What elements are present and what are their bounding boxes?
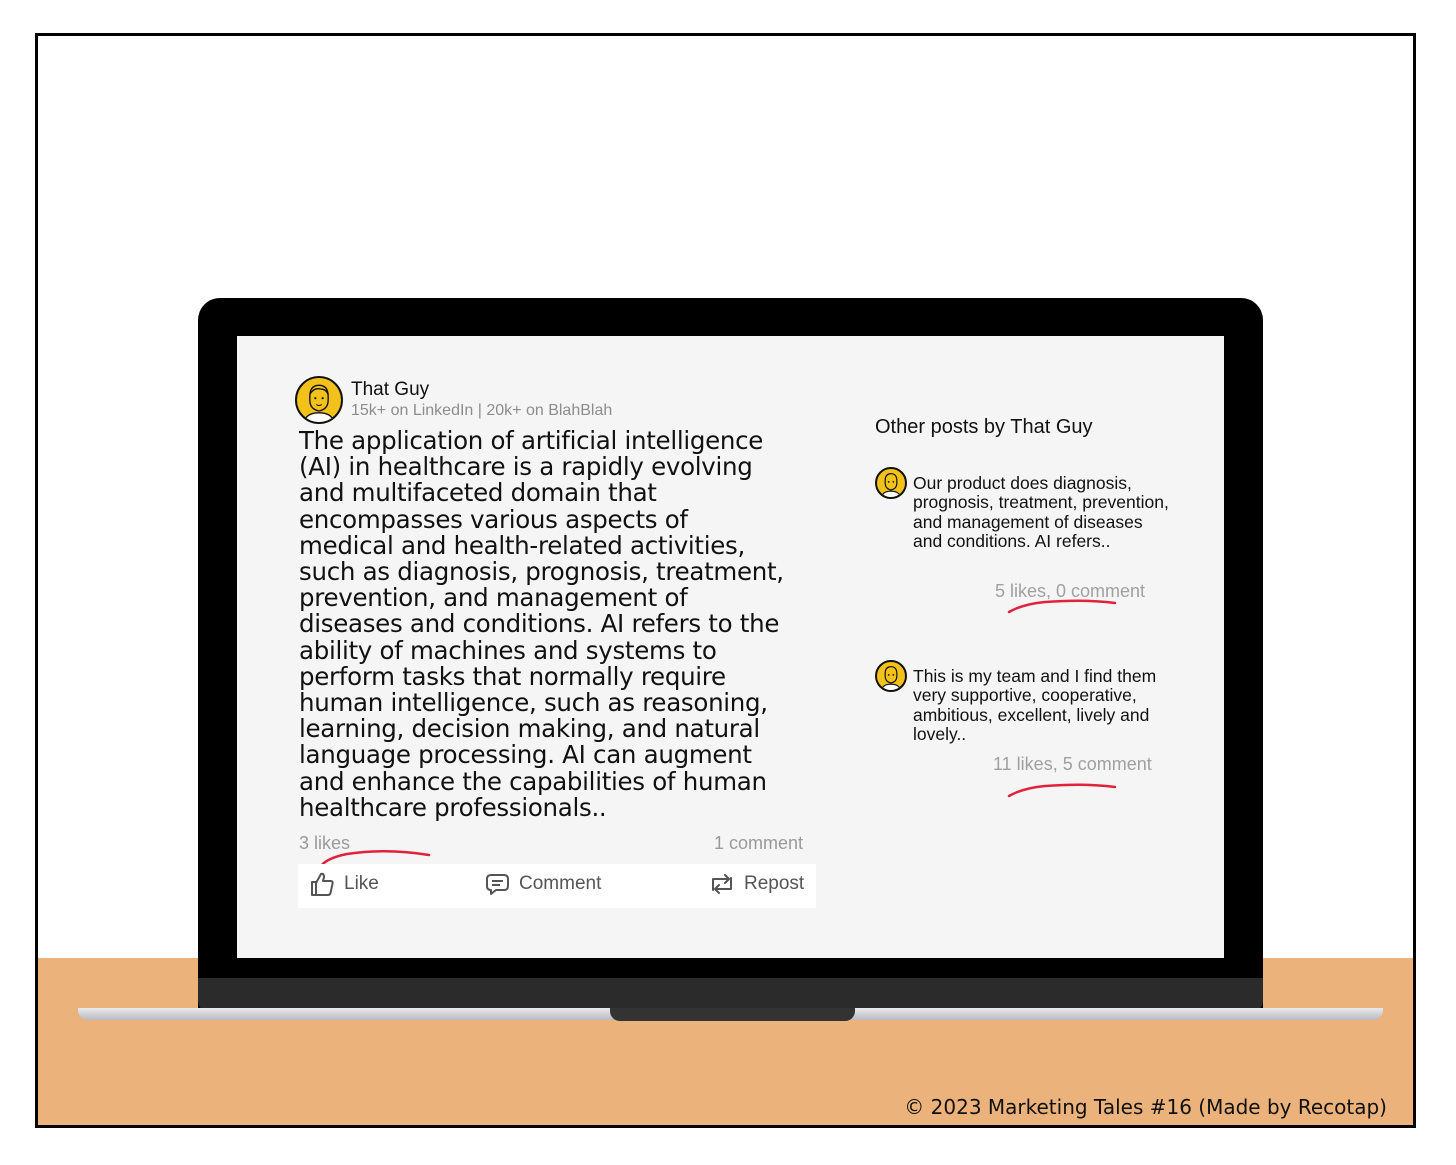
author-meta: 15k+ on LinkedIn | 20k+ on BlahBlah: [351, 402, 613, 419]
thumbs-up-icon: [308, 870, 336, 898]
sidebar-title: Other posts by That Guy: [875, 416, 1093, 438]
post-body: The application of artificial intelligence (AI) in healthcare is a rapidly evolving and multifaceted domain that encompasses various aspects of medical and health-related activities, such as diagnosis, prognosis, treatment, prevention, and management of diseases and conditions. AI refers to the ability of machines and systems to perform tasks that normally require human intelligence, such as reasoning, learning, decision making, and natural language processing. AI can augment and enhance the capabilities of human healthcare professionals..: [299, 426, 784, 822]
avatar-icon[interactable]: [875, 467, 907, 499]
comment-button[interactable]: [483, 870, 601, 898]
like-label: Like: [344, 873, 379, 894]
copyright-caption: © 2023 Marketing Tales #16 (Made by Recotap): [904, 1095, 1387, 1119]
avatar-icon[interactable]: [295, 376, 343, 424]
repost-button[interactable]: [708, 870, 804, 898]
sidebar-post-1-stats[interactable]: 5 likes, 0 comment: [995, 581, 1146, 601]
comments-count[interactable]: 1 comment: [714, 833, 804, 853]
repost-icon: [708, 870, 736, 898]
like-button[interactable]: [308, 870, 379, 898]
avatar-icon[interactable]: [875, 660, 907, 692]
comic-frame: [35, 33, 1416, 1128]
sidebar-post-2[interactable]: This is my team and I find them very supportive, cooperative, ambitious, excellent, lively and lovely..: [913, 666, 1157, 745]
sidebar-post-2-stats[interactable]: 11 likes, 5 comment: [993, 754, 1152, 774]
repost-label: Repost: [744, 873, 805, 894]
sidebar-post-1[interactable]: Our product does diagnosis, prognosis, treatment, prevention, and management of diseases and conditions. AI refers..: [913, 473, 1169, 552]
comment-label: Comment: [519, 873, 602, 894]
comment-bubble-icon: [483, 870, 511, 898]
laptop-screen: [237, 336, 1224, 958]
annotation-underline: [1005, 780, 1125, 802]
likes-count[interactable]: 3 likes: [299, 833, 351, 853]
action-bar: [298, 864, 816, 908]
laptop-notch: [610, 1008, 855, 1021]
author-name[interactable]: That Guy: [351, 379, 430, 400]
